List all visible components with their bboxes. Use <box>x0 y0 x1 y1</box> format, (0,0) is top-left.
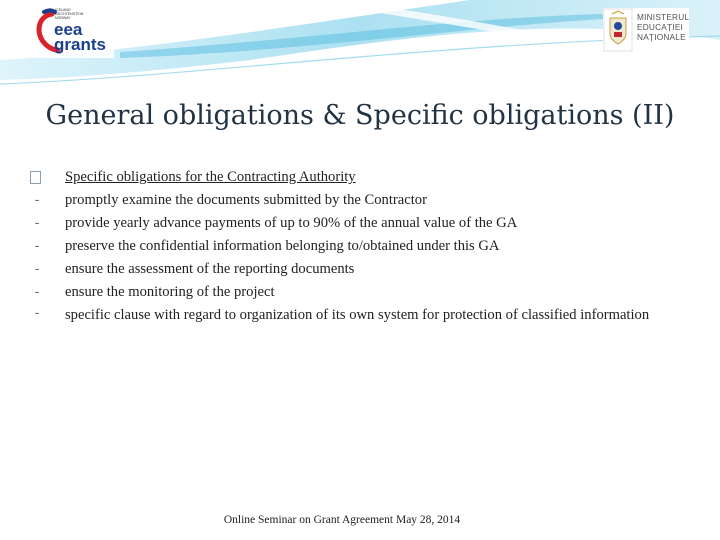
list-item-text: provide yearly advance payments of up to 90% of the annual value of the GA <box>65 215 518 231</box>
ministry-line: MINISTERUL <box>637 12 690 22</box>
list-item <box>30 258 690 281</box>
ministry-line: NAȚIONALE <box>637 32 686 42</box>
eea-countries-text: ICELAND LIECHTENSTEIN NORWAY <box>55 8 84 21</box>
dash-bullet: - <box>34 238 40 254</box>
obligations-list <box>30 166 690 325</box>
eea-wordmark-line1: eea <box>54 20 83 39</box>
coat-of-arms-icon <box>603 8 633 52</box>
ministry-line: EDUCAȚIEI <box>637 22 684 32</box>
ministry-name <box>637 12 689 42</box>
eea-wordmark-line2: grants <box>54 35 106 54</box>
slide-footer: Online Seminar on Grant Agreement May 28, 2014 <box>223 514 461 526</box>
dash-bullet: - <box>34 192 40 208</box>
list-heading: Specific obligations for the Contracting Authority <box>65 169 356 185</box>
list-item-text: preserve the confidential information belonging to/obtained under this GA <box>65 238 500 254</box>
list-item <box>30 212 690 235</box>
list-item-text: promptly examine the documents submitted by the Contractor <box>65 192 427 208</box>
dash-bullet: - <box>34 261 40 277</box>
list-item <box>30 281 690 304</box>
list-item-text: ensure the assessment of the reporting documents <box>65 261 355 277</box>
dash-bullet: - <box>34 215 40 231</box>
dash-bullet: - <box>34 305 40 321</box>
list-heading-row <box>30 166 690 189</box>
list-item <box>30 189 690 212</box>
list-item-text: ensure the monitoring of the project <box>65 284 275 300</box>
list-item <box>30 235 690 258</box>
list-item <box>30 304 690 325</box>
dash-bullet: - <box>34 284 40 300</box>
list-item-text: specific clause with regard to organization of its own system for protection of classified information <box>65 307 650 323</box>
slide-title: General obligations & Specific obligations (II) <box>45 100 675 131</box>
eea-grants-wordmark <box>54 22 106 52</box>
square-bullet-icon <box>30 171 41 184</box>
